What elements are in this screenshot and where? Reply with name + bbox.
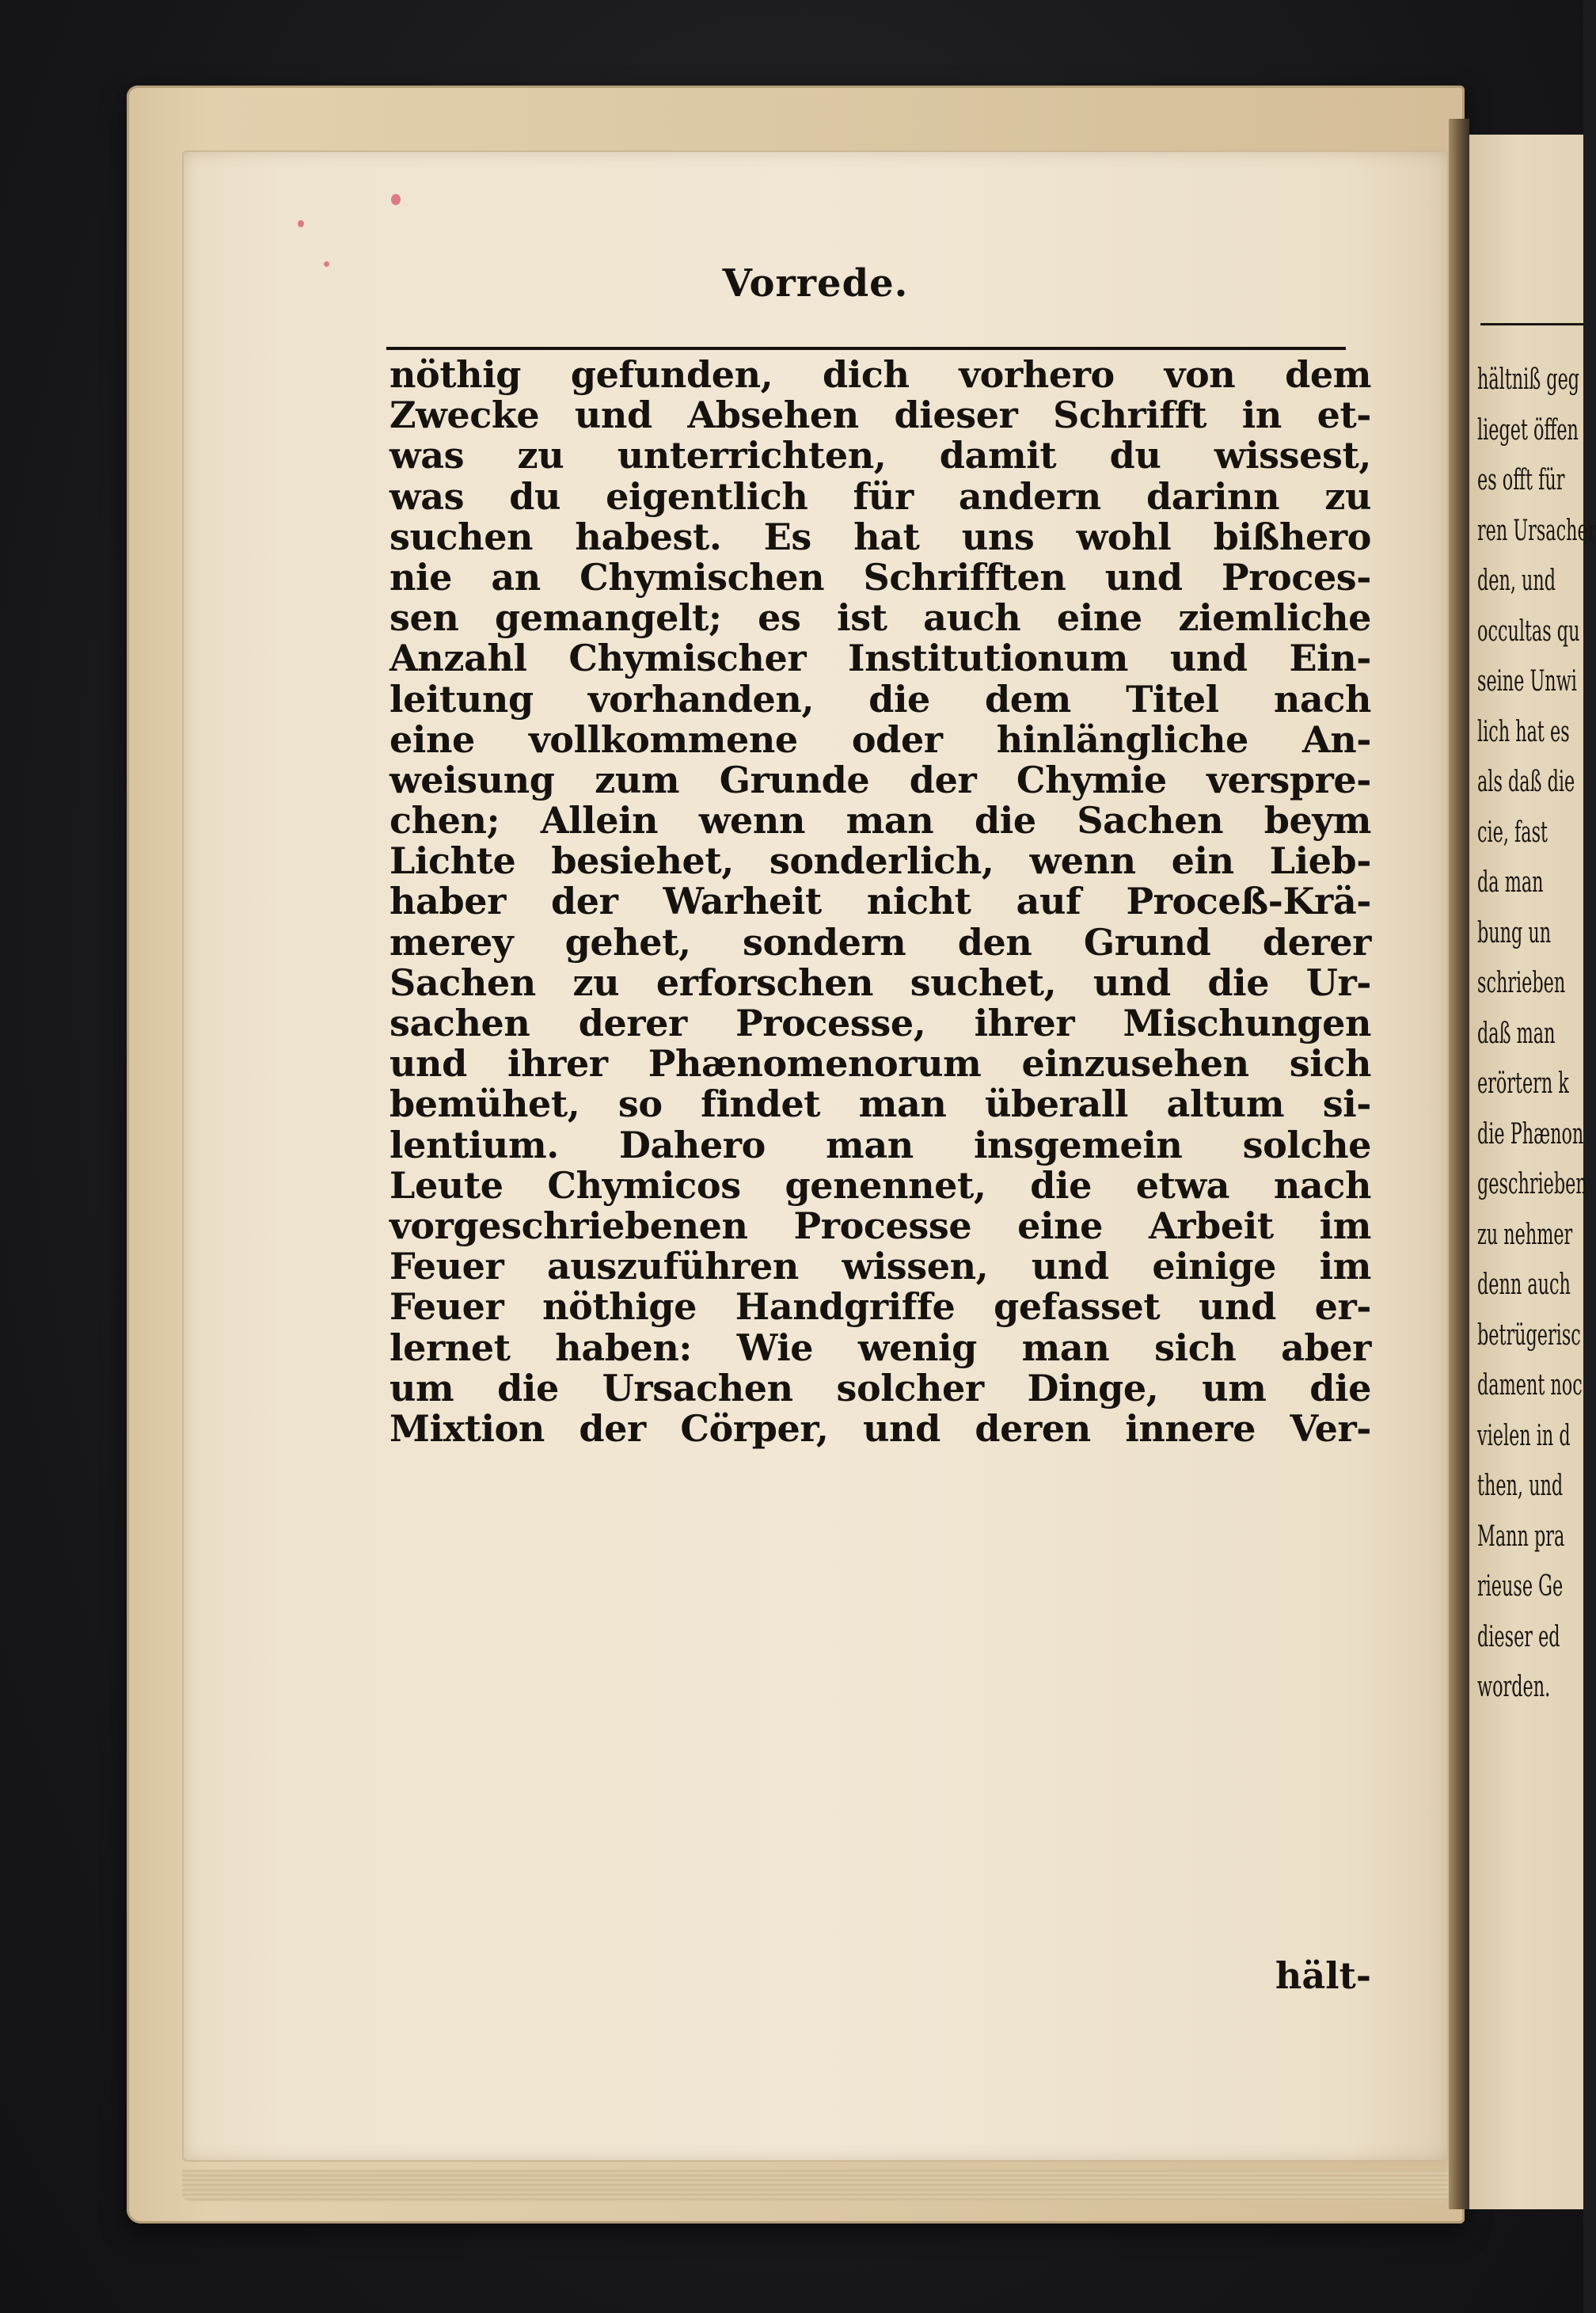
facing-page-rule (1480, 323, 1583, 325)
facing-line: lich hat es (1477, 715, 1570, 748)
facing-line: daß man (1477, 1017, 1556, 1050)
facing-line: es offt für (1477, 464, 1565, 496)
text-line: eine vollkommene oder hinlängliche An- (390, 717, 1371, 761)
text-line: sen gemangelt; es ist auch eine ziemliche (390, 596, 1371, 640)
facing-line: worden. (1477, 1671, 1551, 1703)
text-line: um die Ursachen solcher Dinge, um die (390, 1366, 1371, 1409)
page-edges (182, 2170, 1449, 2201)
facing-line: vielen in d (1477, 1419, 1571, 1452)
text-line: bemühet, so findet man überall altum si- (390, 1082, 1371, 1126)
ink-mark (391, 194, 401, 205)
facing-line: cie, fast (1477, 816, 1548, 849)
catchword: hält- (1275, 1954, 1371, 1997)
facing-line: then, und (1477, 1470, 1564, 1502)
facing-line: dament noc (1477, 1369, 1583, 1402)
text-line: Lichte besiehet, sonderlich, wenn ein Lieb- (390, 839, 1371, 883)
facing-line: erörtern k (1477, 1067, 1569, 1100)
facing-line: die Phænon (1477, 1117, 1584, 1151)
facing-line: den, und (1477, 565, 1556, 597)
facing-line: da man (1477, 866, 1544, 899)
text-line: weisung zum Grunde der Chymie versprе- (390, 758, 1371, 801)
facing-line: seine Unwi (1477, 665, 1577, 698)
facing-line: dieser ed (1477, 1620, 1560, 1653)
text-line: suchen habest. Es hat uns wohl bißhero (390, 515, 1371, 558)
ink-mark (298, 220, 304, 227)
text-line: Leute Chymicos genennet, die etwa nach (390, 1163, 1371, 1207)
facing-line: occultas qu (1477, 614, 1580, 648)
facing-line: lieget öffen (1477, 413, 1579, 447)
facing-line: bung un (1477, 916, 1552, 949)
text-line: lentium. Dahero man insgemein solche (390, 1123, 1371, 1166)
facing-line: zu nehmer (1477, 1218, 1573, 1251)
text-line: was zu unterrichten, damit du wissest, (390, 434, 1371, 477)
facing-line: rieuse Ge (1477, 1570, 1564, 1603)
facing-line: denn auch (1477, 1269, 1571, 1301)
text-line: nöthig gefunden, dich vorhero von dem (390, 353, 1371, 396)
text-line: leitung vorhanden, die dem Titel nach (390, 677, 1371, 721)
text-line: und ihrer Phænomenorum einzusehen sich (390, 1042, 1371, 1086)
running-head: Vorrede. (722, 261, 909, 306)
text-line: Zwecke und Absehen dieser Schrifft in et- (390, 394, 1371, 437)
body-text (390, 355, 1371, 1449)
text-line: was du eigentlich für andern darinn zu (390, 474, 1371, 518)
text-line: nie an Chymischen Schrifften und Proces- (390, 555, 1371, 599)
facing-line: hältniß geg (1477, 363, 1580, 396)
facing-line: Mann pra (1477, 1520, 1565, 1553)
text-line: Anzahl Chymischer Institutionum und Ein- (390, 637, 1371, 680)
text-line: Feuer auszuführen wissen, und einige im (390, 1245, 1371, 1288)
facing-page-text (1477, 355, 1596, 1713)
facing-line: geschrieben (1477, 1168, 1587, 1200)
facing-line: als daß die (1477, 766, 1575, 798)
text-line: haber der Warheit nicht auf Proceß-Krä- (390, 880, 1371, 923)
facing-line: betrügerisc (1477, 1318, 1581, 1352)
text-line: merey gehet, sondern den Grund derer (390, 920, 1371, 964)
text-line: Mixtion der Cörper, und deren innere Ver- (390, 1406, 1371, 1450)
text-line: sachen derer Processe, ihrer Mischungen (390, 1002, 1371, 1044)
book-gutter (1449, 119, 1469, 2209)
text-line: Feuer nöthige Handgriffe gefasset und er- (390, 1285, 1371, 1329)
text-line: lernet haben: Wie wenig man sich aber (390, 1326, 1371, 1369)
text-line: vorgeschriebenen Processe eine Arbeit im (390, 1204, 1371, 1247)
text-line: Sachen zu erforschen suchet, und die Ur- (390, 961, 1371, 1004)
facing-line: schrieben (1477, 967, 1566, 999)
text-line: chen; Allein wenn man die Sachen beym (390, 799, 1371, 843)
facing-line: ren Ursacher (1477, 514, 1596, 547)
header-rule (386, 347, 1346, 350)
